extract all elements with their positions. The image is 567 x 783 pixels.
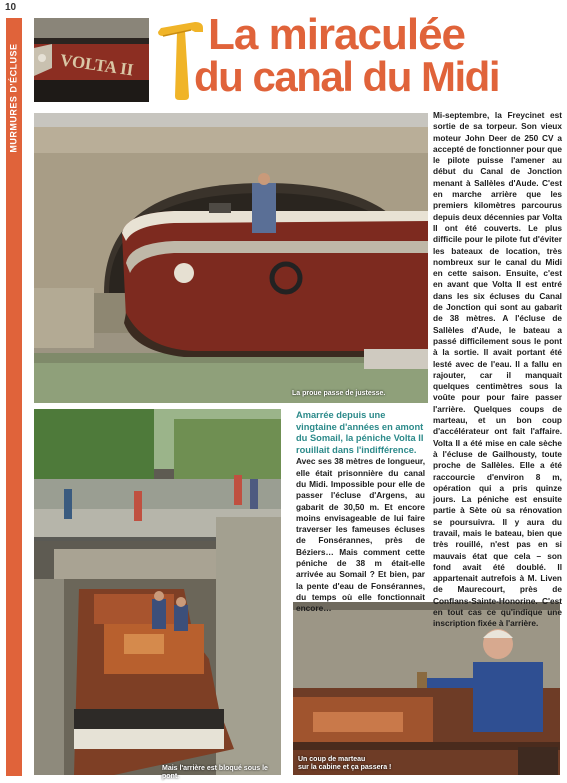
- article-lead: Amarrée depuis une vingtaine d'années en amont du Somail, la péniche Volta II rouillait dans l'indifférence.: [296, 410, 424, 455]
- article-right-column: [433, 110, 562, 630]
- article-body-middle: Avec ses 38 mètres de longueur, elle était prisonnière du canal du Midi. Impossible pour elle de passer l'écluse d'Argens, au gabarit de 30,50 m. Et encore moins envisageable de lui faire traverser les fameuses écluses de Fonsérannes, près de Béziers… Mais comment cette péniche de 38 m était-elle arrivée au Somail ? Et bien, par la pente d'eau de Fonsérannes, du temps où elle fonctionnait encore…: [296, 456, 425, 614]
- article-body-right: Mi-septembre, la Freycinet est sortie de sa torpeur. Son vieux moteur John Deer de 250 CV a accepté de fonctionner pour que le pilote puisse l'amener au début du Canal de Jonction menant à Sallèles d'Aude. C'est en marche arrière que les premiers kilomètres parcourus depuis deux décennies par Volta II ont été couverts. Le plus difficile pour le pilote fut d'éviter les bateaux de location, très nombreux sur le canal du Midi en cette saison. Ensuite, c'est en avant que Volta II est entré dans les six écluses du Canal de Jonction qui sont au gabarit de 38 mètres. A l'écluse de Sallèles d'Aude, le bateau a passé difficilement sous le pont à la sortie. Il avait portant été lesté avec de l'eau. Il a fallu en rajouter, car il manquait quelques centimètres sous la voûte pour pour faire passer l'arrière. Quelques coups de marteau, et un bon coup d'accélérateur ont fait l'affaire. Volta II a été mise en cale sèche à l'écluse de Gailhousty, toute proche de Sallèles. Elle a été raccourcie d'environ 8 m, opération qui a pris quinze jours. La péniche est ensuite partie à Sète où sa rénovation se poursuivra. Il y aura du travail, mais le bateau, bien que très rouillé, n'est pas en si mauvais état que cela – son fond avait été doublé. Il appartenait autrefois à M. Liven de Maurecourt, près de Conflans-Sainte-Honorine. C'est en tout cas ce qu'indique une inscription fixée à l'arrière.: [433, 110, 562, 629]
- photo-credit-text: J.L. Chardine (c): [426, 418, 432, 463]
- title-line-2: du canal du Midi: [194, 53, 500, 100]
- lock-photo: [34, 409, 281, 780]
- boat-name-text: VOLTA II: [58, 50, 135, 80]
- cabin-photo-caption-1: Un coup de marteau: [298, 756, 366, 763]
- section-label-text: MURMURES D'ÉCLUSE: [9, 43, 19, 153]
- article-title: [194, 10, 560, 100]
- section-label: [6, 28, 22, 168]
- title-line-1: La miraculée: [208, 10, 466, 59]
- article-middle-column: [296, 410, 425, 615]
- cabin-photo-caption-2: sur la cabine et ça passera !: [298, 764, 392, 771]
- header-photo: [34, 18, 149, 102]
- page-number: 10: [5, 2, 17, 13]
- main-photo-caption: La proue passe de justesse.: [292, 390, 386, 397]
- lock-photo-caption: Mais l'arrière est bloqué sous le pont.: [162, 765, 268, 780]
